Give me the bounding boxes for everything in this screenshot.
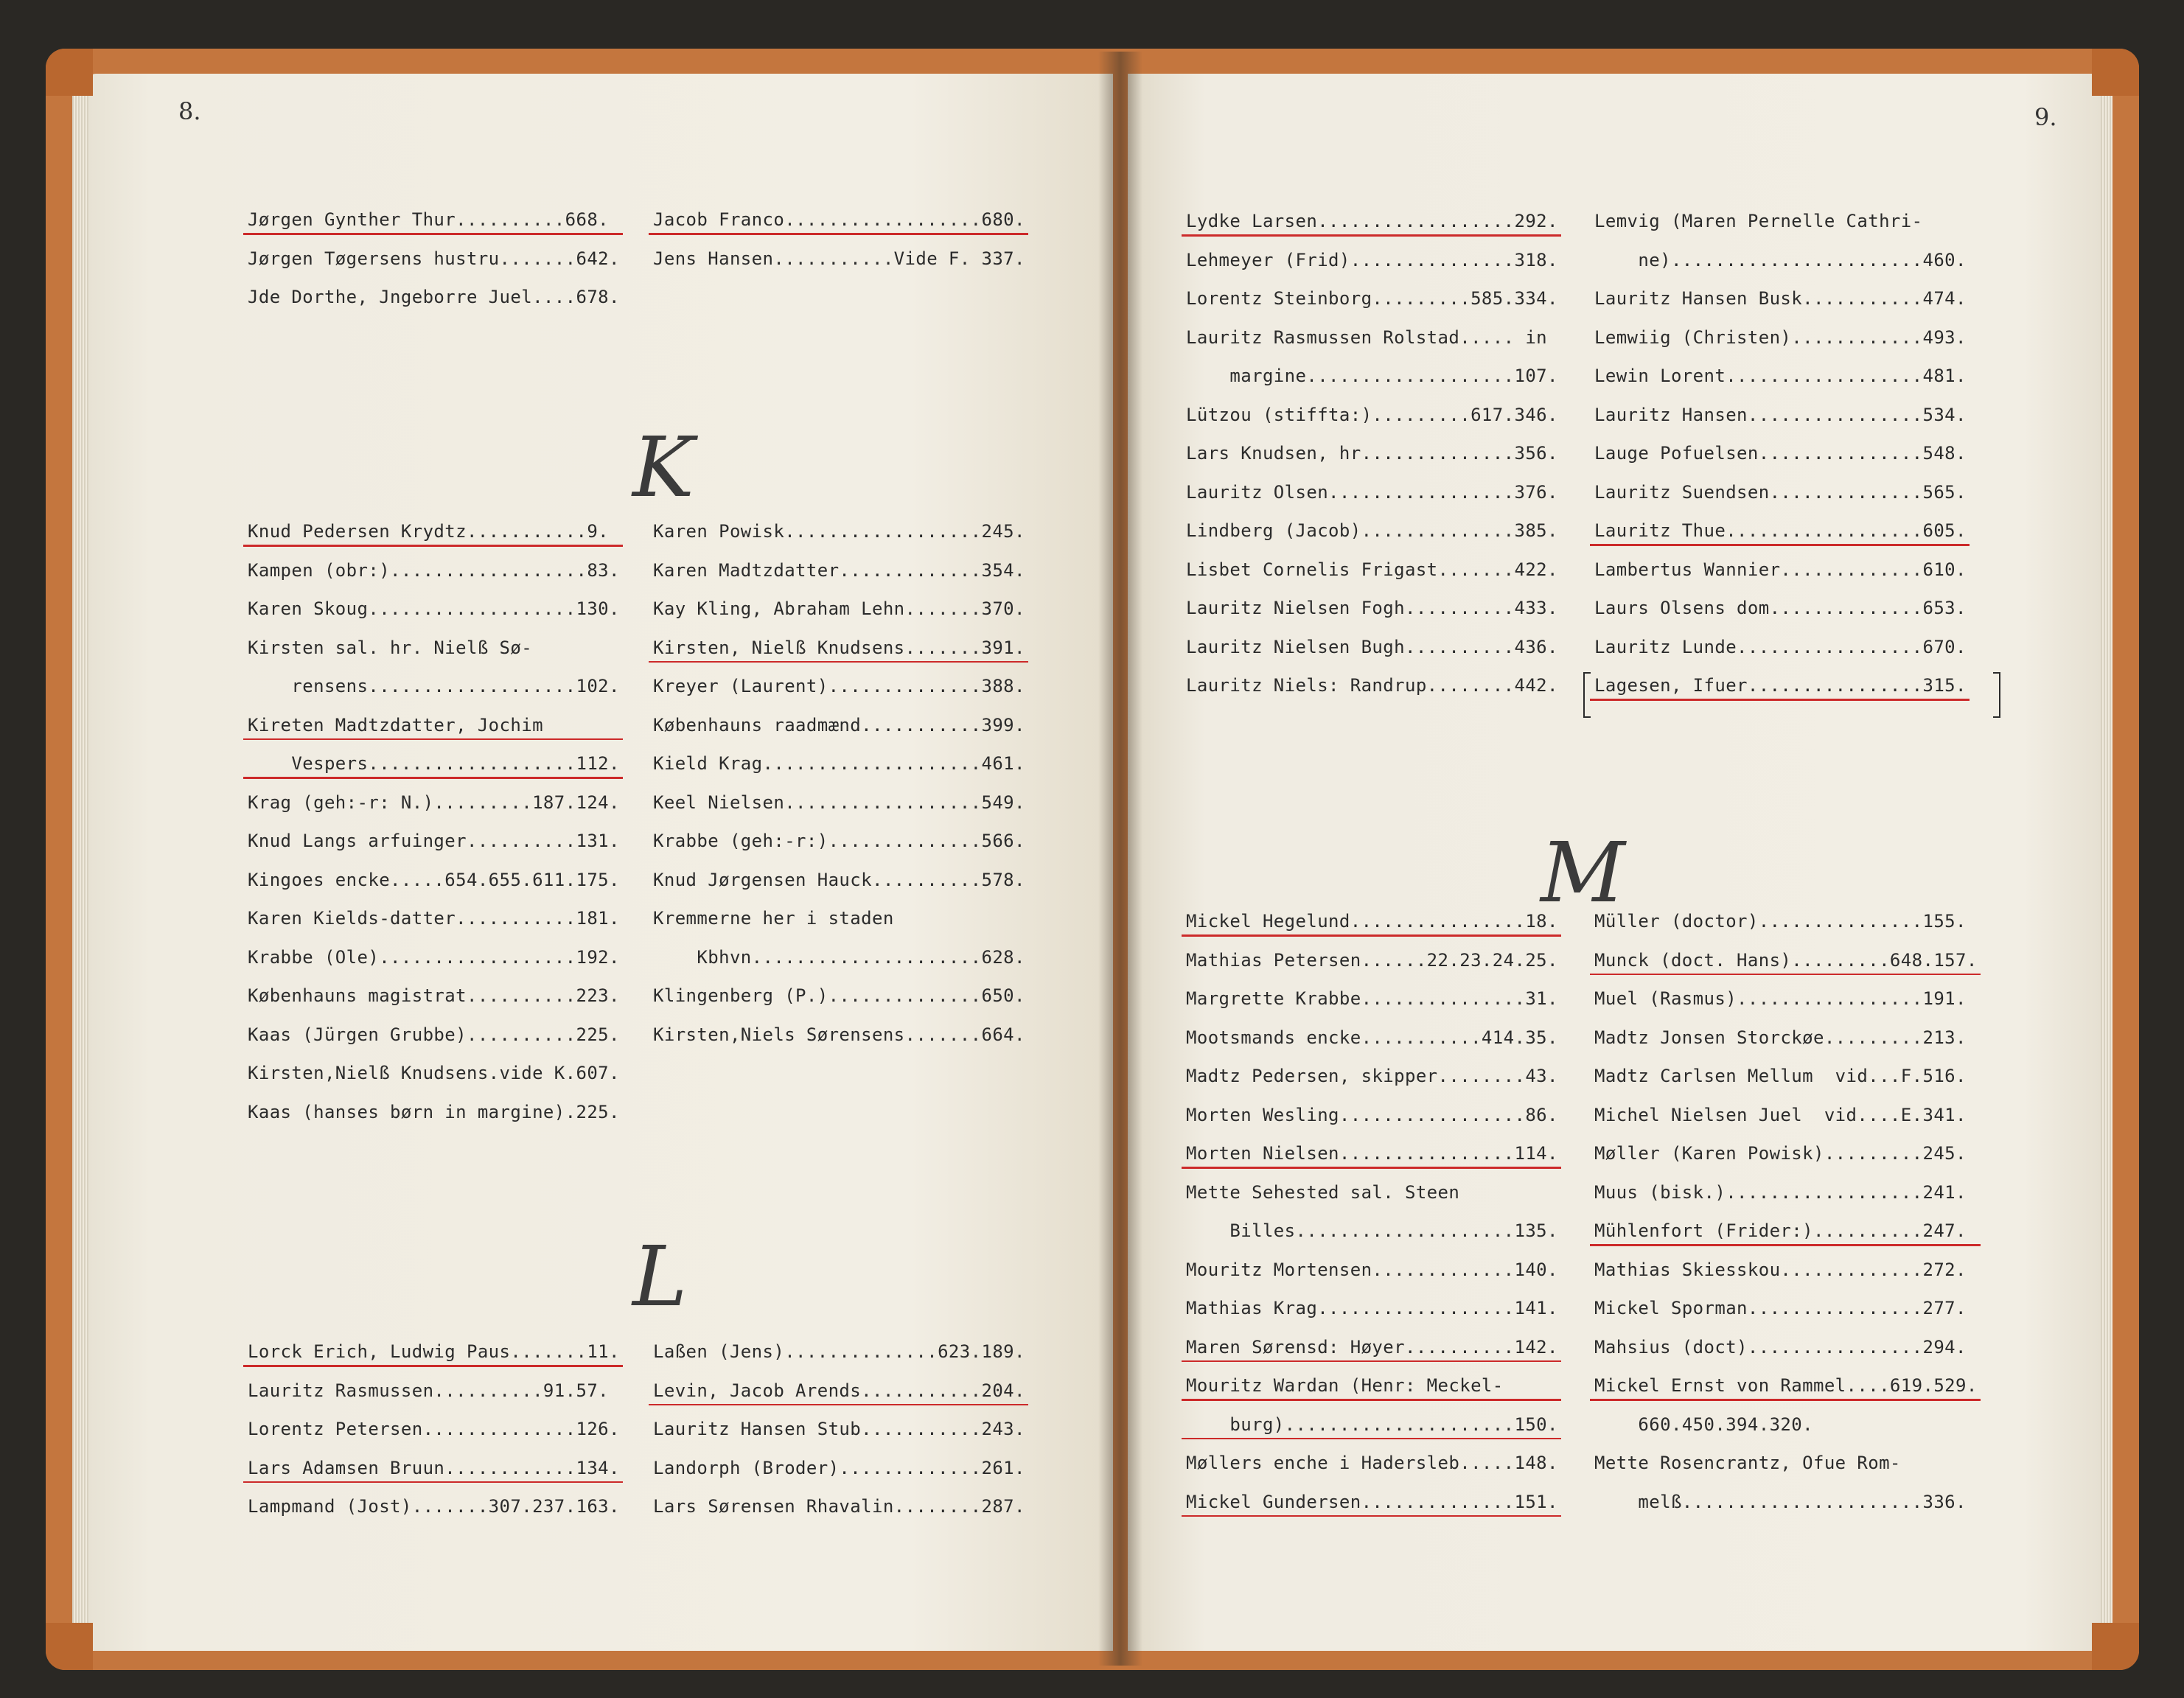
index-entry: Mette Sehested sal. Steen [1186,1181,1460,1203]
index-entry: Møllers enche i Hadersleb.....148. [1186,1453,1558,1473]
index-entry: Madtz Jonsen Storckøe.........213. [1594,1027,1967,1048]
index-entry: Knud Pedersen Krydtz...........9. [248,512,620,551]
index-entry: Mathias Skiesskou.............272. [1594,1259,1967,1280]
index-entry: Lauritz Olsen.................376. [1186,481,1558,503]
index-entry: melß......................336. [1594,1491,1967,1512]
index-entry: Kingoes encke.....654.655.611.175. [248,869,620,890]
index-entry: Karen Kields-datter...........181. [248,908,620,929]
right-col2-l [1594,202,1967,705]
index-entry: Kreyer (Laurent)..............388. [653,676,1025,696]
index-entry: Jacob Franco..................680. [653,200,1025,240]
right-col1-m [1186,902,1558,1521]
index-entry: burg).....................150. [1186,1405,1558,1444]
index-entry: 660.450.394.320. [1594,1414,1813,1435]
index-entry: Lauge Pofuelsen...............548. [1594,443,1967,464]
index-entry: Lars Sørensen Rhavalin........287. [653,1496,1025,1517]
corner-top-right [2092,49,2139,96]
index-entry: Krabbe (geh:-r:)..............566. [653,831,1025,851]
left-col1-l [248,1332,620,1526]
right-col2-m [1594,902,1978,1521]
index-entry: Mickel Gundersen..............151. [1186,1483,1558,1522]
index-entry: Kirsten, Nielß Knudsens.......391. [653,629,1025,668]
index-entry: Mathias Krag..................141. [1186,1298,1558,1318]
index-entry: Lützou (stiffta:).........617.346. [1186,404,1558,425]
page-edges-left [72,88,90,1651]
index-entry: Kirsten sal. hr. Nielß Sø- [248,637,533,658]
index-entry: Lambertus Wannier.............610. [1594,559,1967,580]
index-entry: Kay Kling, Abraham Lehn.......370. [653,598,1025,619]
index-entry: Levin, Jacob Arends...........204. [653,1372,1025,1411]
left-col1-top [248,200,620,317]
index-entry: Muus (bisk.)..................241. [1594,1181,1967,1203]
index-entry: Landorph (Broder).............261. [653,1457,1025,1478]
index-entry: Lauritz Nielsen Fogh..........433. [1186,598,1558,618]
index-entry: Kampen (obr:)..................83. [248,559,620,581]
index-entry: Lorck Erich, Ludwig Paus.......11. [248,1332,620,1372]
index-entry: Lauritz Hansen Stub...........243. [653,1419,1025,1439]
index-entry: Mühlenfort (Frider:)..........247. [1594,1212,1978,1251]
left-page-number: 8. [178,97,201,125]
section-letter-l: L [632,1229,688,1325]
index-entry: Lampmand (Jost).......307.237.163. [248,1496,620,1517]
index-entry: Krabbe (Ole)..................192. [248,946,620,968]
index-entry: Muel (Rasmus).................191. [1594,988,1967,1009]
book-gutter [1098,52,1142,1666]
index-entry: Lauritz Nielsen Bugh..........436. [1186,636,1558,657]
left-col2-l [653,1332,1025,1526]
index-entry: Lydke Larsen..................292. [1186,202,1558,241]
index-entry: Københauns magistrat..........223. [248,985,620,1006]
left-col2-k [653,512,1025,1054]
index-entry: Kremmerne her i staden [653,908,894,929]
index-entry: Københauns raadmænd...........399. [653,714,1025,736]
index-entry: Lauritz Thue..................605. [1594,511,1967,551]
index-entry: Kbhvn.....................628. [653,946,1025,968]
index-entry: Mouritz Wardan (Henr: Meckel- [1186,1366,1558,1405]
index-entry: Kirsten,Niels Sørensens.......664. [653,1024,1025,1045]
index-entry: Lorentz Petersen..............126. [248,1419,620,1439]
index-entry: Morten Wesling.................86. [1186,1104,1558,1125]
corner-bottom-left [46,1623,93,1670]
index-entry: Lehmeyer (Frid)...............318. [1186,249,1558,270]
right-page-number: 9. [2034,103,2057,131]
index-entry: Mahsius (doct)................294. [1594,1336,1967,1358]
index-entry: Karen Madtzdatter.............354. [653,559,1025,581]
index-entry: Laßen (Jens)..............623.189. [653,1341,1025,1362]
index-entry: Lauritz Hansen................534. [1594,404,1967,425]
index-entry: Mette Rosencrantz, Ofue Rom- [1594,1453,1901,1473]
index-entry: Maren Sørensd: Høyer..........142. [1186,1328,1558,1367]
index-entry: Jens Hansen...........Vide F. 337. [653,248,1025,269]
index-entry: margine...................107. [1186,366,1558,386]
index-entry: Lars Knudsen, hr..............356. [1186,443,1558,464]
index-entry: Jørgen Gynther Thur..........668. [248,200,620,240]
index-entry: Lisbet Cornelis Frigast.......422. [1186,559,1558,580]
index-entry: Lewin Lorent..................481. [1594,366,1967,386]
index-entry: Kireten Madtzdatter, Jochim [248,706,620,745]
index-entry: Keel Nielsen..................549. [653,792,1025,813]
index-entry: Lauritz Suendsen..............565. [1594,481,1967,503]
index-entry: ne).......................460. [1594,249,1967,270]
index-entry: Lorentz Steinborg.........585.334. [1186,288,1558,309]
index-entry: Lauritz Niels: Randrup........442. [1186,675,1558,696]
index-entry: Vespers...................112. [248,744,620,783]
corner-bottom-right [2092,1623,2139,1670]
index-entry: Mouritz Mortensen.............140. [1186,1259,1558,1280]
index-entry: Jde Dorthe, Jngeborre Juel....678. [248,287,620,307]
index-entry: Munck (doct. Hans).........648.157. [1594,941,1978,980]
index-entry: Lauritz Hansen Busk...........474. [1594,288,1967,309]
index-entry: Jørgen Tøgersens hustru.......642. [248,248,620,269]
index-entry: Michel Nielsen Juel vid....E.341. [1594,1104,1967,1125]
index-entry: Lagesen, Ifuer................315. [1594,666,1967,705]
index-entry: Klingenberg (P.)..............650. [653,985,1025,1006]
section-letter-m: M [1541,825,1625,921]
index-entry: Krag (geh:-r: N.).........187.124. [248,792,620,813]
index-entry: Mootsmands encke...........414.35. [1186,1027,1558,1048]
index-entry: Lindberg (Jacob)..............385. [1186,520,1558,541]
index-entry: Lauritz Rasmussen..........91.57. [248,1380,610,1401]
index-entry: Madtz Carlsen Mellum vid...F.516. [1594,1066,1967,1086]
left-col1-k [248,512,620,1131]
index-entry: Karen Skoug...................130. [248,598,620,619]
bracket-right [1993,672,2000,718]
index-entry: Lemvig (Maren Pernelle Cathri- [1594,211,1923,231]
index-entry: Møller (Karen Powisk).........245. [1594,1143,1967,1164]
section-letter-k: K [632,420,694,516]
index-entry: Kield Krag....................461. [653,753,1025,774]
index-entry: Mickel Hegelund................18. [1186,902,1558,941]
index-entry: Mickel Ernst von Rammel....619.529. [1594,1366,1978,1405]
index-entry: Lauritz Lunde.................670. [1594,636,1967,657]
index-entry: Kaas (Jürgen Grubbe)..........225. [248,1024,620,1045]
index-entry: Kaas (hanses børn in margine).225. [248,1101,620,1122]
bracket-left [1583,672,1591,718]
corner-top-left [46,49,93,96]
index-entry: Madtz Pedersen, skipper........43. [1186,1066,1558,1086]
index-entry: Kirsten,Nielß Knudsens.vide K.607. [248,1063,620,1083]
index-entry: Mickel Sporman................277. [1594,1298,1967,1318]
right-col1-l [1186,202,1558,705]
index-entry: Billes....................135. [1186,1220,1558,1241]
index-entry: Knud Jørgensen Hauck..........578. [653,869,1025,890]
index-entry: Lars Adamsen Bruun............134. [248,1449,620,1488]
index-entry: Lauritz Rasmussen Rolstad..... in [1186,326,1548,348]
index-entry: Knud Langs arfuinger..........131. [248,831,620,851]
left-col2-top [653,200,1025,278]
index-entry: Müller (doctor)...............155. [1594,911,1967,932]
index-entry: Mathias Petersen......22.23.24.25. [1186,949,1558,971]
index-entry: rensens...................102. [248,676,620,696]
index-entry: Lemwiig (Christen)............493. [1594,326,1967,348]
index-entry: Karen Powisk..................245. [653,521,1025,542]
index-entry: Margrette Krabbe...............31. [1186,988,1558,1009]
index-entry: Laurs Olsens dom..............653. [1594,598,1967,618]
index-entry: Morten Nielsen................114. [1186,1134,1558,1173]
